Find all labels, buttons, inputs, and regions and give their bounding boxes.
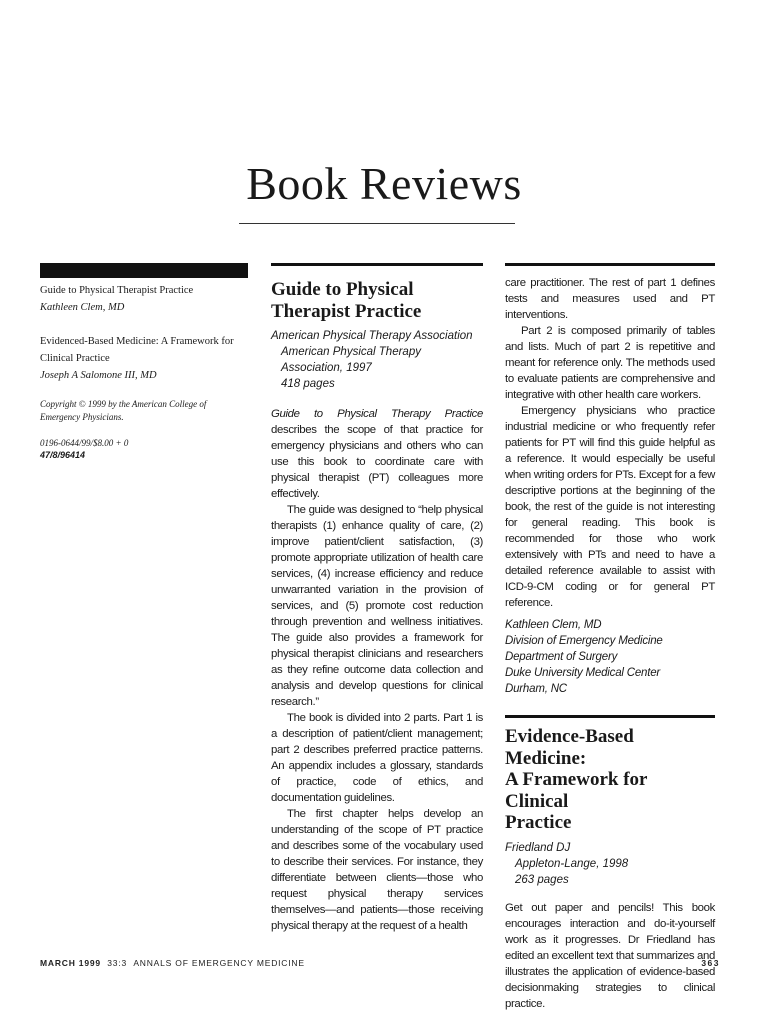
footer-journal-info [40, 958, 305, 968]
toc-entry-author: Kathleen Clem, MD [40, 302, 125, 313]
review-paragraph: Guide to Physical Therapy Practice describes the scope of that practice for emergency physicians and others who can use this book to coordinate care with physical therapist (PT) colleagues more effectively. [271, 408, 483, 500]
reviewer-affiliation: Duke University Medical Center [505, 667, 661, 679]
page-number: 363 [701, 958, 720, 968]
review-paragraph: care practitioner. The rest of part 1 defines tests and measures used and PT interventions. [505, 277, 715, 321]
copyright-line: Copyright © 1999 by the American College of [40, 399, 207, 409]
review-1-bibliography: American Physical Therapy Association American Physical Therapy Association, 1997 418 pages [271, 330, 473, 390]
left-column-bar [40, 263, 248, 278]
footer-issue: 33:3 [107, 958, 127, 968]
review-paragraph: The book is divided into 2 parts. Part 1 is a description of patient/client management; part 2 describes preferred practice patterns. An appendix includes a glossary, standards of practice, code of ethics, and documentation guidelines. [271, 712, 483, 804]
review-paragraph: Emergency physicians who practice industrial medicine or who frequently refer patients for PT will find this guide helpful as a reference. It would especially be useful when writing orders for PTs. Except for a few descriptive portions at the beginning of the book, the rest of the guide is not interesting for general reading. This book is recommended for those who work extensively with PTs and need to have a detailed reference available to assist with ICD-9-CM coding or for general PT reference. [505, 405, 715, 609]
column-rule [505, 715, 715, 718]
article-code: 0196-0644/99/$8.00 + 0 [40, 438, 129, 448]
review-paragraph: Get out paper and pencils! This book encourages interaction and do-it-yourself work as it progresses. Dr Friedland has edited an excellent text that summarizes and illustrates the application of evidence-based decisionmaking strategies to clinical practice. [505, 901, 716, 1010]
review-paragraph: Part 2 is composed primarily of tables and lists. Much of part 2 is repetitive and meant for reference only. The methods used to evaluate patients are comprehensive and integrative with other health care workers. [505, 325, 715, 401]
reviewer-name: Kathleen Clem, MD [505, 619, 602, 631]
review-2-column [505, 263, 715, 1012]
reviewer-location: Durham, NC [505, 683, 567, 695]
review-2-bibliography: Friedland DJ Appleton-Lange, 1998 263 pages [505, 841, 629, 886]
footer-journal: ANNALS OF EMERGENCY MEDICINE [133, 958, 305, 968]
article-code-id: 47/8/96414 [40, 450, 86, 460]
toc-entry-author: Joseph A Salomone III, MD [40, 370, 157, 381]
toc-entry-title-cont[interactable]: Clinical Practice [40, 353, 110, 364]
review-1-title: Guide to Physical Therapist Practice [271, 279, 422, 322]
column-rule [505, 263, 715, 266]
reviewer-signature [505, 617, 715, 697]
page-title: Book Reviews [246, 158, 522, 209]
contents-column [40, 282, 255, 461]
toc-entry-title[interactable]: Guide to Physical Therapist Practice [40, 285, 194, 296]
toc-entry-title[interactable]: Evidenced-Based Medicine: A Framework for [40, 336, 234, 347]
copyright-line: Emergency Physicians. [40, 411, 124, 422]
reviewer-affiliation: Department of Surgery [505, 651, 618, 663]
title-rule [239, 223, 515, 224]
review-1-column [271, 263, 483, 934]
review-paragraph: The guide was designed to “help physical therapists (1) enhance quality of care, (2) improve patient/client satisfaction, (3) promote appropriate utilization of health care services, (4) increase efficiency and reduce unwarranted variation in the provision of services, and (5) promote cost reduction through prevention and wellness initiatives. The guide also provides a framework for physical therapist clinicians and researchers as they refine outcome data collection and analysis and develop questions for clinical research.” [271, 504, 483, 708]
column-rule [271, 263, 483, 266]
review-paragraph: The first chapter helps develop an understanding of the scope of PT practice and describes some of the vocabulary used to describe their services. For instance, they differentiate between clients—those who request physical therapy services themselves—and patients—those receiving physical therapy at the request of a health [271, 808, 483, 932]
review-2-title: Evidence-Based Medicine: A Framework for Clinical Practice [505, 726, 648, 833]
reviewer-affiliation: Division of Emergency Medicine [505, 635, 663, 647]
footer-date: MARCH 1999 [40, 958, 101, 968]
